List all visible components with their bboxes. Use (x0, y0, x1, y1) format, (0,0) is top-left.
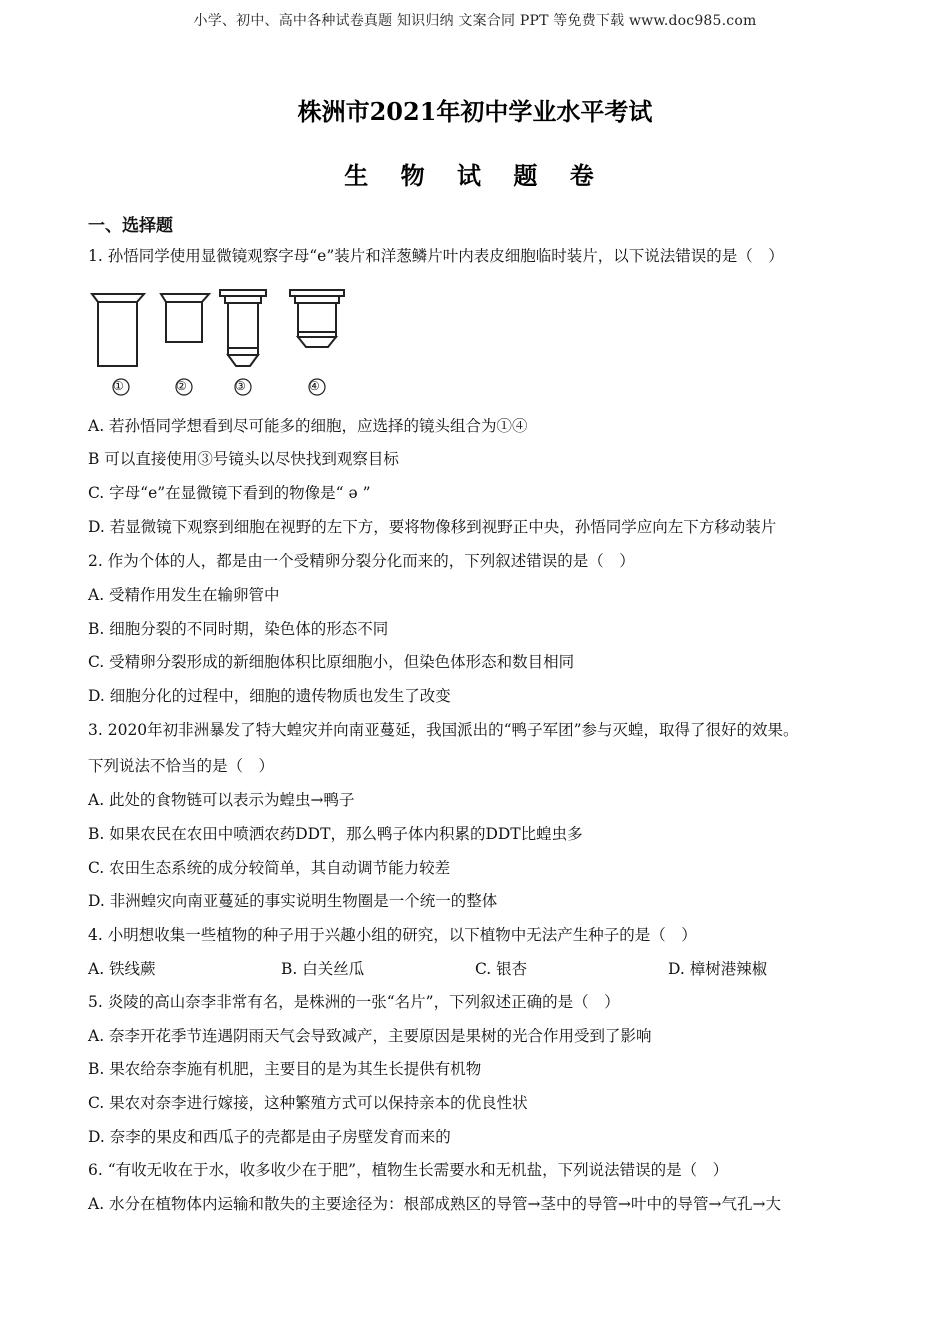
question-3-cont: 下列说法不恰当的是（ ） (88, 757, 275, 775)
q3-option-b: B. 如果农民在农田中喷洒农药DDT，那么鸭子体内积累的DDT比蝗虫多 (88, 825, 583, 843)
lens-label-2: ② (176, 379, 187, 393)
section-heading: 一、选择题 (88, 216, 173, 236)
q5-option-a: A. 奈李开花季节连遇阴雨天气会导致减产，主要原因是果树的光合作用受到了影响 (88, 1027, 652, 1045)
q5-option-d: D. 奈李的果皮和西瓜子的壳都是由子房壁发育而来的 (88, 1128, 451, 1146)
question-6: 6. “有收无收在于水，收多收少在于肥”，植物生长需要水和无机盐，下列说法错误的是（ ） (88, 1161, 729, 1179)
question-5: 5. 炎陵的高山奈李非常有名，是株洲的一张“名片”，下列叙述正确的是（ ） (88, 993, 620, 1011)
q5-option-c: C. 果农对奈李进行嫁接，这种繁殖方式可以保持亲本的优良性状 (88, 1094, 528, 1112)
lens-label-4: ④ (309, 379, 320, 393)
q1-option-c: C. 字母“e”在显微镜下看到的物像是“ ə ” (88, 484, 371, 502)
q1-option-a: A. 若孙悟同学想看到尽可能多的细胞，应选择的镜头组合为①④ (88, 417, 528, 435)
q4-option-b: B. 白关丝瓜 (281, 960, 365, 978)
q4-option-d: D. 樟树港辣椒 (668, 960, 768, 978)
q2-option-d: D. 细胞分化的过程中，细胞的遗传物质也发生了改变 (88, 687, 451, 705)
exam-title: 株洲市2021年初中学业水平考试 (297, 97, 653, 126)
q2-option-a: A. 受精作用发生在输卵管中 (88, 586, 280, 604)
q4-option-a: A. 铁线蕨 (88, 960, 156, 978)
q3-option-d: D. 非洲蝗灾向南亚蔓延的事实说明生物圈是一个统一的整体 (88, 892, 498, 910)
q2-option-b: B. 细胞分裂的不同时期，染色体的形态不同 (88, 620, 389, 638)
question-2: 2. 作为个体的人，都是由一个受精卵分裂分化而来的，下列叙述错误的是（ ） (88, 552, 635, 570)
lens-1-eyepiece (92, 294, 144, 366)
q4-option-c: C. 银杏 (475, 960, 528, 978)
lens-label-1: ① (113, 379, 124, 393)
q1-option-b: B 可以直接使用③号镜头以尽快找到观察目标 (88, 450, 399, 468)
exam-subtitle: 生 物 试 题 卷 (344, 161, 606, 190)
question-4: 4. 小明想收集一些植物的种子用于兴趣小组的研究，以下植物中无法产生种子的是（ ） (88, 926, 697, 944)
q6-option-a: A. 水分在植物体内运输和散失的主要途径为：根部成熟区的导管→茎中的导管→叶中的导管→气孔→大 (88, 1195, 781, 1213)
q1-option-d: D. 若显微镜下观察到细胞在视野的左下方，要将物像移到视野正中央，孙悟同学应向左下方移动装片 (88, 518, 777, 536)
q3-option-a: A. 此处的食物链可以表示为蝗虫→鸭子 (88, 791, 355, 809)
question-3: 3. 2020年初非洲暴发了特大蝗灾并向南亚蔓延，我国派出的“鸭子军团”参与灭蝗，取得了很好的效果。 (88, 721, 799, 739)
page-header: 小学、初中、高中各种试卷真题 知识归纳 文案合同 PPT 等免费下载 www.doc985.com (193, 13, 757, 29)
q5-option-b: B. 果农给奈李施有机肥，主要目的是为其生长提供有机物 (88, 1060, 482, 1078)
q2-option-c: C. 受精卵分裂形成的新细胞体积比原细胞小，但染色体形态和数目相同 (88, 653, 575, 671)
lens-label-3: ③ (235, 379, 246, 393)
q3-option-c: C. 农田生态系统的成分较简单，其自动调节能力较差 (88, 859, 451, 877)
question-1: 1. 孙悟同学使用显微镜观察字母“e”装片和洋葱鳞片叶内表皮细胞临时装片，以下说法错误的是（ ） (88, 247, 784, 265)
